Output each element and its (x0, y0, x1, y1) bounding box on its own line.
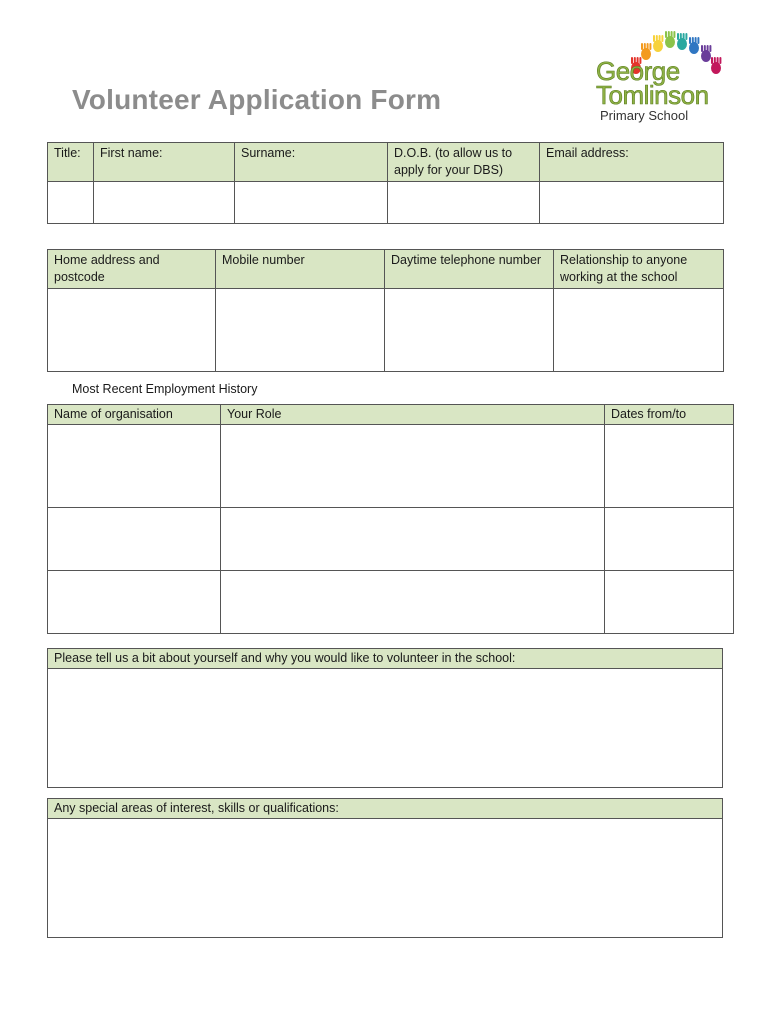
organisation-field-1[interactable] (48, 425, 221, 508)
role-field-2[interactable] (221, 508, 605, 571)
skills-prompt: Any special areas of interest, skills or qualifications: (48, 799, 723, 819)
logo-line-1: George (596, 56, 680, 86)
handprint-finger (668, 31, 670, 38)
handprint-finger (683, 33, 685, 40)
header-relationship: Relationship to anyone working at the school (554, 250, 724, 289)
handprint-finger (689, 37, 691, 44)
header-surname: Surname: (235, 143, 388, 182)
header-daytime-phone: Daytime telephone number (385, 250, 554, 289)
handprint-finger (653, 35, 655, 42)
header-dates: Dates from/to (605, 405, 734, 425)
handprint-finger (695, 37, 697, 44)
handprint-finger (711, 57, 713, 64)
employment-section-label: Most Recent Employment History (72, 382, 258, 396)
header-title: Title: (48, 143, 94, 182)
handprint-finger (656, 35, 658, 42)
form-title: Volunteer Application Form (72, 84, 442, 115)
logo-line-2: Tomlinson (596, 80, 709, 110)
header-home-address: Home address and postcode (48, 250, 216, 289)
relationship-field[interactable] (554, 289, 724, 372)
role-field-3[interactable] (221, 571, 605, 634)
dates-field-1[interactable] (605, 425, 734, 508)
header-role: Your Role (221, 405, 605, 425)
about-yourself-field[interactable] (48, 669, 723, 788)
surname-field[interactable] (235, 182, 388, 224)
handprint-finger (671, 31, 673, 38)
handprint-finger (717, 57, 719, 64)
school-logo (590, 28, 730, 128)
header-first-name: First name: (94, 143, 235, 182)
employment-table (47, 404, 734, 634)
header-dob: D.O.B. (to allow us to apply for your DBS) (388, 143, 540, 182)
contact-details-table (47, 249, 724, 372)
handprint-finger (644, 43, 646, 50)
handprint-finger (641, 43, 643, 50)
handprint-finger (709, 45, 711, 52)
title-field[interactable] (48, 182, 94, 224)
skills-table (47, 798, 723, 938)
about-yourself-prompt: Please tell us a bit about yourself and why you would like to volunteer in the school: (48, 649, 723, 669)
logo-line-3: Primary School (600, 108, 689, 123)
header-email: Email address: (540, 143, 724, 182)
handprint-finger (649, 43, 651, 50)
skills-field[interactable] (48, 819, 723, 938)
handprint-finger (697, 37, 699, 44)
handprint-finger (685, 33, 687, 40)
handprint-finger (692, 37, 694, 44)
header-mobile: Mobile number (216, 250, 385, 289)
handprint-finger (659, 35, 661, 42)
handprint-finger (707, 45, 709, 52)
about-yourself-table (47, 648, 723, 788)
dates-field-3[interactable] (605, 571, 734, 634)
dates-field-2[interactable] (605, 508, 734, 571)
organisation-field-3[interactable] (48, 571, 221, 634)
handprint-finger (647, 43, 649, 50)
mobile-field[interactable] (216, 289, 385, 372)
personal-details-table (47, 142, 724, 224)
header-organisation: Name of organisation (48, 405, 221, 425)
daytime-phone-field[interactable] (385, 289, 554, 372)
handprint-finger (665, 31, 667, 38)
organisation-field-2[interactable] (48, 508, 221, 571)
role-field-1[interactable] (221, 425, 605, 508)
email-field[interactable] (540, 182, 724, 224)
dob-field[interactable] (388, 182, 540, 224)
handprint-finger (661, 35, 663, 42)
first-name-field[interactable] (94, 182, 235, 224)
handprint-finger (677, 33, 679, 40)
handprint-finger (680, 33, 682, 40)
handprint-finger (719, 57, 721, 64)
handprint-finger (704, 45, 706, 52)
home-address-field[interactable] (48, 289, 216, 372)
handprint-finger (701, 45, 703, 52)
handprint-finger (673, 31, 675, 38)
handprint-finger (714, 57, 716, 64)
